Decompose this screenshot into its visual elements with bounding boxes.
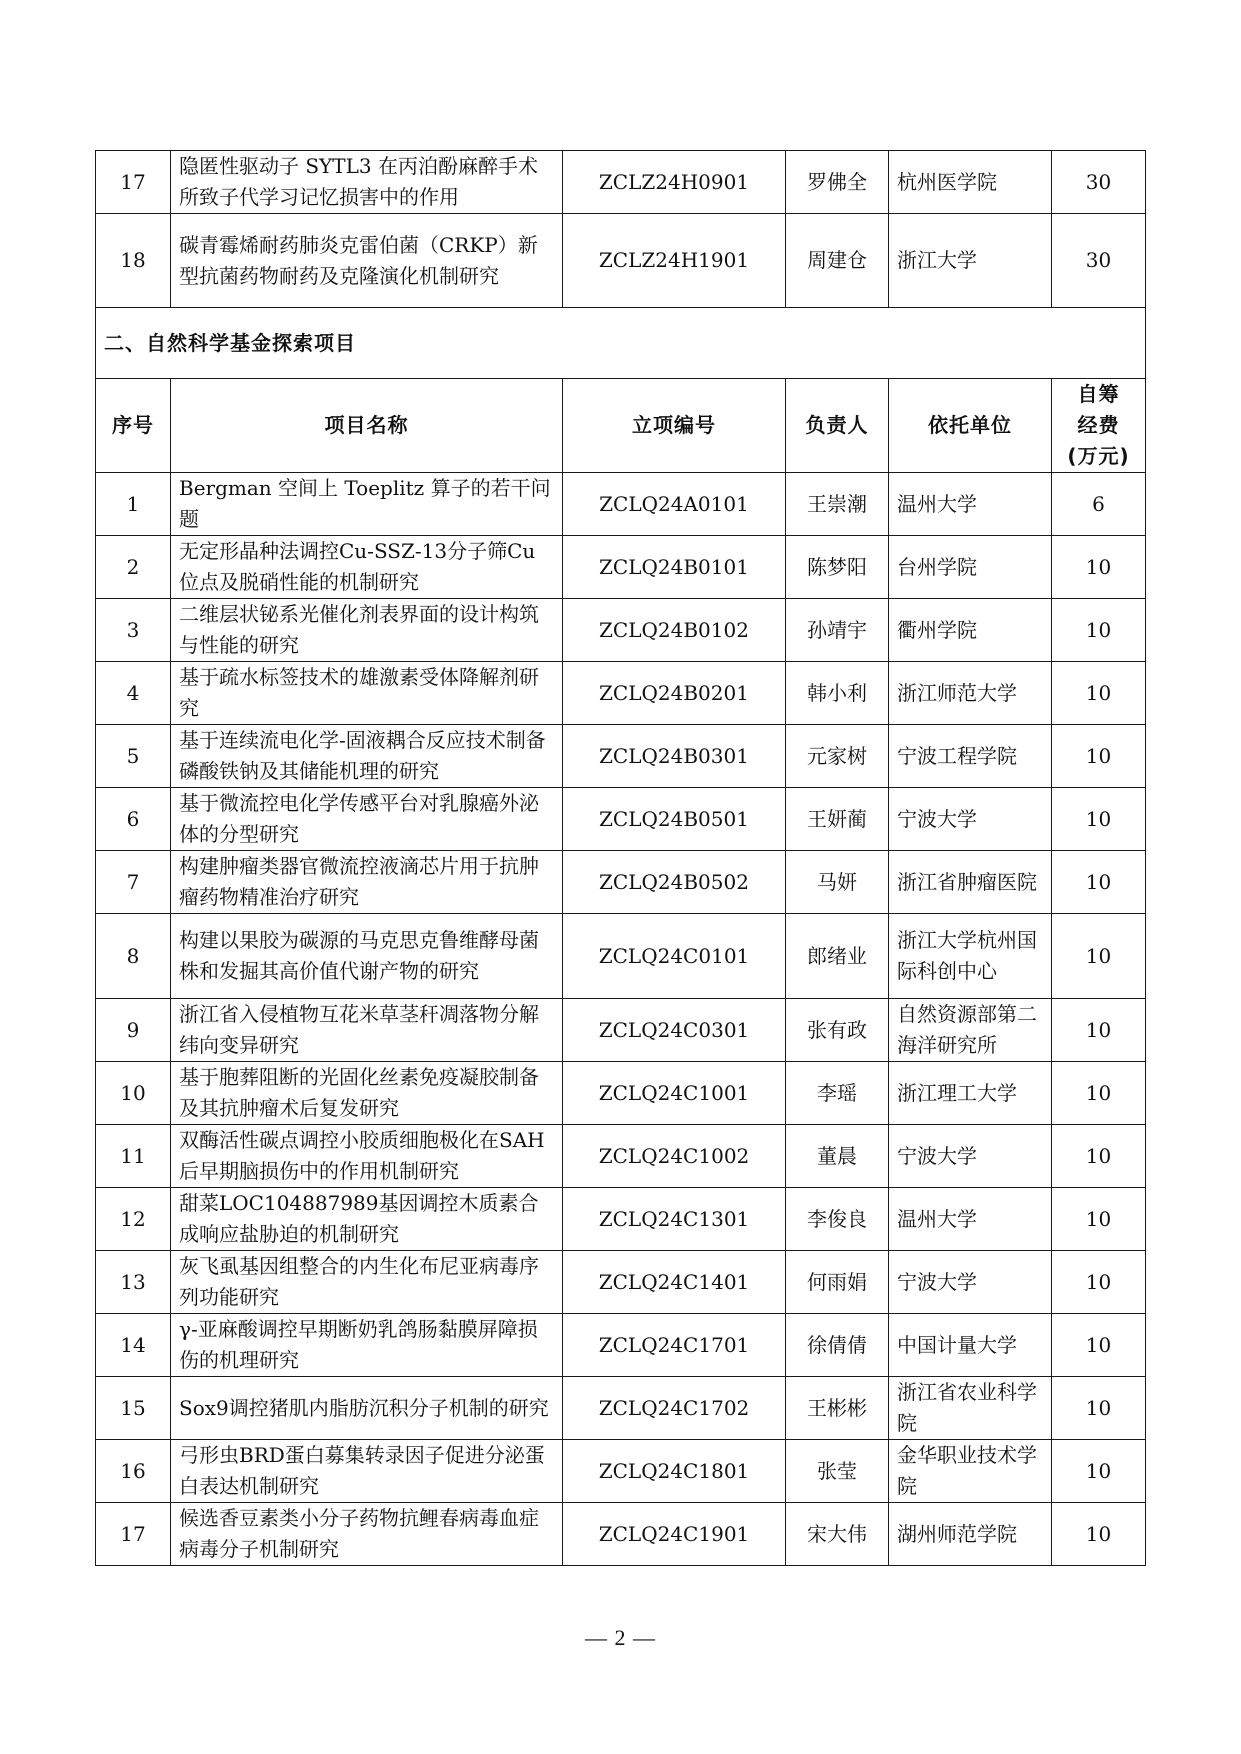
header-unit: 依托单位 — [889, 379, 1052, 473]
self-funding: 10 — [1052, 1062, 1146, 1125]
section-title: 二、自然科学基金探索项目 — [96, 308, 1146, 379]
row-number: 17 — [96, 1503, 171, 1566]
principal-investigator: 张莹 — [786, 1440, 889, 1503]
project-name: 双酶活性碳点调控小胶质细胞极化在SAH后早期脑损伤中的作用机制研究 — [171, 1125, 563, 1188]
principal-investigator: 陈梦阳 — [786, 536, 889, 599]
principal-investigator: 何雨娟 — [786, 1251, 889, 1314]
table-row — [96, 725, 1146, 788]
table-row — [96, 1440, 1146, 1503]
host-institution: 台州学院 — [889, 536, 1052, 599]
project-code: ZCLZ24H0901 — [563, 151, 786, 214]
project-code: ZCLQ24B0201 — [563, 662, 786, 725]
row-number: 11 — [96, 1125, 171, 1188]
project-code: ZCLQ24C1002 — [563, 1125, 786, 1188]
principal-investigator: 宋大伟 — [786, 1503, 889, 1566]
table-row — [96, 1314, 1146, 1377]
header-no: 序号 — [96, 379, 171, 473]
principal-investigator: 李瑶 — [786, 1062, 889, 1125]
host-institution: 浙江师范大学 — [889, 662, 1052, 725]
principal-investigator: 张有政 — [786, 999, 889, 1062]
project-code: ZCLQ24C1401 — [563, 1251, 786, 1314]
host-institution: 浙江大学杭州国际科创中心 — [889, 914, 1052, 999]
principal-investigator: 韩小利 — [786, 662, 889, 725]
project-table — [95, 150, 1146, 1566]
project-code: ZCLQ24C1801 — [563, 1440, 786, 1503]
self-funding: 6 — [1052, 473, 1146, 536]
row-number: 5 — [96, 725, 171, 788]
project-name: γ-亚麻酸调控早期断奶乳鸽肠黏膜屏障损伤的机理研究 — [171, 1314, 563, 1377]
host-institution: 浙江理工大学 — [889, 1062, 1052, 1125]
host-institution: 衢州学院 — [889, 599, 1052, 662]
project-code: ZCLQ24C0101 — [563, 914, 786, 999]
host-institution: 温州大学 — [889, 1188, 1052, 1251]
project-name: 灰飞虱基因组整合的内生化布尼亚病毒序列功能研究 — [171, 1251, 563, 1314]
host-institution: 宁波大学 — [889, 1251, 1052, 1314]
host-institution: 宁波大学 — [889, 788, 1052, 851]
table-row — [96, 1125, 1146, 1188]
table-row — [96, 1251, 1146, 1314]
row-number: 15 — [96, 1377, 171, 1440]
table-row — [96, 914, 1146, 999]
table-body — [96, 473, 1146, 1566]
row-number: 18 — [96, 214, 171, 308]
table-row — [96, 599, 1146, 662]
header-name: 项目名称 — [171, 379, 563, 473]
row-number: 7 — [96, 851, 171, 914]
self-funding: 10 — [1052, 788, 1146, 851]
principal-investigator: 王彬彬 — [786, 1377, 889, 1440]
self-funding: 10 — [1052, 914, 1146, 999]
row-number: 3 — [96, 599, 171, 662]
self-funding: 10 — [1052, 536, 1146, 599]
project-code: ZCLQ24B0501 — [563, 788, 786, 851]
host-institution: 浙江省农业科学院 — [889, 1377, 1052, 1440]
project-code: ZCLQ24C1701 — [563, 1314, 786, 1377]
host-institution: 湖州师范学院 — [889, 1503, 1052, 1566]
principal-investigator: 王妍蔺 — [786, 788, 889, 851]
host-institution: 自然资源部第二海洋研究所 — [889, 999, 1052, 1062]
principal-investigator: 郎绪业 — [786, 914, 889, 999]
self-funding: 10 — [1052, 1314, 1146, 1377]
host-institution: 浙江大学 — [889, 214, 1052, 308]
host-institution: 宁波工程学院 — [889, 725, 1052, 788]
table-row — [96, 1188, 1146, 1251]
self-funding: 30 — [1052, 151, 1146, 214]
table-row — [96, 1062, 1146, 1125]
project-code: ZCLQ24A0101 — [563, 473, 786, 536]
project-code: ZCLQ24C1001 — [563, 1062, 786, 1125]
table-row — [96, 851, 1146, 914]
project-code: ZCLQ24C1702 — [563, 1377, 786, 1440]
table-row — [96, 151, 1146, 214]
self-funding: 10 — [1052, 1188, 1146, 1251]
project-code: ZCLQ24B0301 — [563, 725, 786, 788]
project-name: 构建肿瘤类器官微流控液滴芯片用于抗肿瘤药物精准治疗研究 — [171, 851, 563, 914]
project-name: 二维层状铋系光催化剂表界面的设计构筑与性能的研究 — [171, 599, 563, 662]
header-fund-line1: 自筹 — [1077, 382, 1120, 406]
principal-investigator: 董晨 — [786, 1125, 889, 1188]
project-code: ZCLQ24C0301 — [563, 999, 786, 1062]
host-institution: 中国计量大学 — [889, 1314, 1052, 1377]
principal-investigator: 元家树 — [786, 725, 889, 788]
row-number: 17 — [96, 151, 171, 214]
table-row — [96, 788, 1146, 851]
row-number: 1 — [96, 473, 171, 536]
project-code: ZCLQ24B0101 — [563, 536, 786, 599]
header-fund-line2: 经费 — [1077, 413, 1120, 437]
section-row — [96, 308, 1146, 379]
project-name: 浙江省入侵植物互花米草茎秆凋落物分解纬向变异研究 — [171, 999, 563, 1062]
table-row — [96, 473, 1146, 536]
header-fund — [1052, 379, 1146, 473]
row-number: 4 — [96, 662, 171, 725]
project-code: ZCLQ24C1901 — [563, 1503, 786, 1566]
self-funding: 10 — [1052, 1503, 1146, 1566]
table-row — [96, 999, 1146, 1062]
project-name: Bergman 空间上 Toeplitz 算子的若干问题 — [171, 473, 563, 536]
self-funding: 10 — [1052, 851, 1146, 914]
host-institution: 杭州医学院 — [889, 151, 1052, 214]
header-code: 立项编号 — [563, 379, 786, 473]
self-funding: 10 — [1052, 725, 1146, 788]
project-code: ZCLQ24C1301 — [563, 1188, 786, 1251]
self-funding: 30 — [1052, 214, 1146, 308]
row-number: 12 — [96, 1188, 171, 1251]
table-row — [96, 214, 1146, 308]
project-name: 基于疏水标签技术的雄激素受体降解剂研究 — [171, 662, 563, 725]
header-fund-line3: (万元) — [1067, 444, 1130, 468]
row-number: 8 — [96, 914, 171, 999]
row-number: 9 — [96, 999, 171, 1062]
self-funding: 10 — [1052, 1125, 1146, 1188]
self-funding: 10 — [1052, 599, 1146, 662]
self-funding: 10 — [1052, 1440, 1146, 1503]
project-name: 基于胞葬阻断的光固化丝素免疫凝胶制备及其抗肿瘤术后复发研究 — [171, 1062, 563, 1125]
table-row — [96, 1503, 1146, 1566]
table-row — [96, 1377, 1146, 1440]
principal-investigator: 罗佛全 — [786, 151, 889, 214]
principal-investigator: 王崇潮 — [786, 473, 889, 536]
host-institution: 温州大学 — [889, 473, 1052, 536]
project-name: Sox9调控猪肌内脂肪沉积分子机制的研究 — [171, 1377, 563, 1440]
row-number: 13 — [96, 1251, 171, 1314]
host-institution: 浙江省肿瘤医院 — [889, 851, 1052, 914]
project-name: 碳青霉烯耐药肺炎克雷伯菌（CRKP）新型抗菌药物耐药及克隆演化机制研究 — [171, 214, 563, 308]
row-number: 6 — [96, 788, 171, 851]
self-funding: 10 — [1052, 1377, 1146, 1440]
project-name: 隐匿性驱动子 SYTL3 在丙泊酚麻醉手术所致子代学习记忆损害中的作用 — [171, 151, 563, 214]
project-code: ZCLQ24B0502 — [563, 851, 786, 914]
project-code: ZCLZ24H1901 — [563, 214, 786, 308]
principal-investigator: 周建仓 — [786, 214, 889, 308]
host-institution: 宁波大学 — [889, 1125, 1052, 1188]
project-name: 候选香豆素类小分子药物抗鲤春病毒血症病毒分子机制研究 — [171, 1503, 563, 1566]
header-person: 负责人 — [786, 379, 889, 473]
table-row — [96, 536, 1146, 599]
page-number: — 2 — — [585, 1625, 656, 1650]
header-row — [96, 379, 1146, 473]
row-number: 10 — [96, 1062, 171, 1125]
row-number: 16 — [96, 1440, 171, 1503]
table-row — [96, 662, 1146, 725]
project-name: 弓形虫BRD蛋白募集转录因子促进分泌蛋白表达机制研究 — [171, 1440, 563, 1503]
project-code: ZCLQ24B0102 — [563, 599, 786, 662]
principal-investigator: 李俊良 — [786, 1188, 889, 1251]
self-funding: 10 — [1052, 1251, 1146, 1314]
self-funding: 10 — [1052, 999, 1146, 1062]
host-institution: 金华职业技术学院 — [889, 1440, 1052, 1503]
project-name: 无定形晶种法调控Cu-SSZ-13分子筛Cu位点及脱硝性能的机制研究 — [171, 536, 563, 599]
project-name: 构建以果胶为碳源的马克思克鲁维酵母菌株和发掘其高价值代谢产物的研究 — [171, 914, 563, 999]
principal-investigator: 马妍 — [786, 851, 889, 914]
row-number: 2 — [96, 536, 171, 599]
row-number: 14 — [96, 1314, 171, 1377]
principal-investigator: 孙靖宇 — [786, 599, 889, 662]
principal-investigator: 徐倩倩 — [786, 1314, 889, 1377]
project-name: 甜菜LOC104887989基因调控木质素合成响应盐胁迫的机制研究 — [171, 1188, 563, 1251]
project-name: 基于微流控电化学传感平台对乳腺癌外泌体的分型研究 — [171, 788, 563, 851]
self-funding: 10 — [1052, 662, 1146, 725]
project-name: 基于连续流电化学-固液耦合反应技术制备磷酸铁钠及其储能机理的研究 — [171, 725, 563, 788]
